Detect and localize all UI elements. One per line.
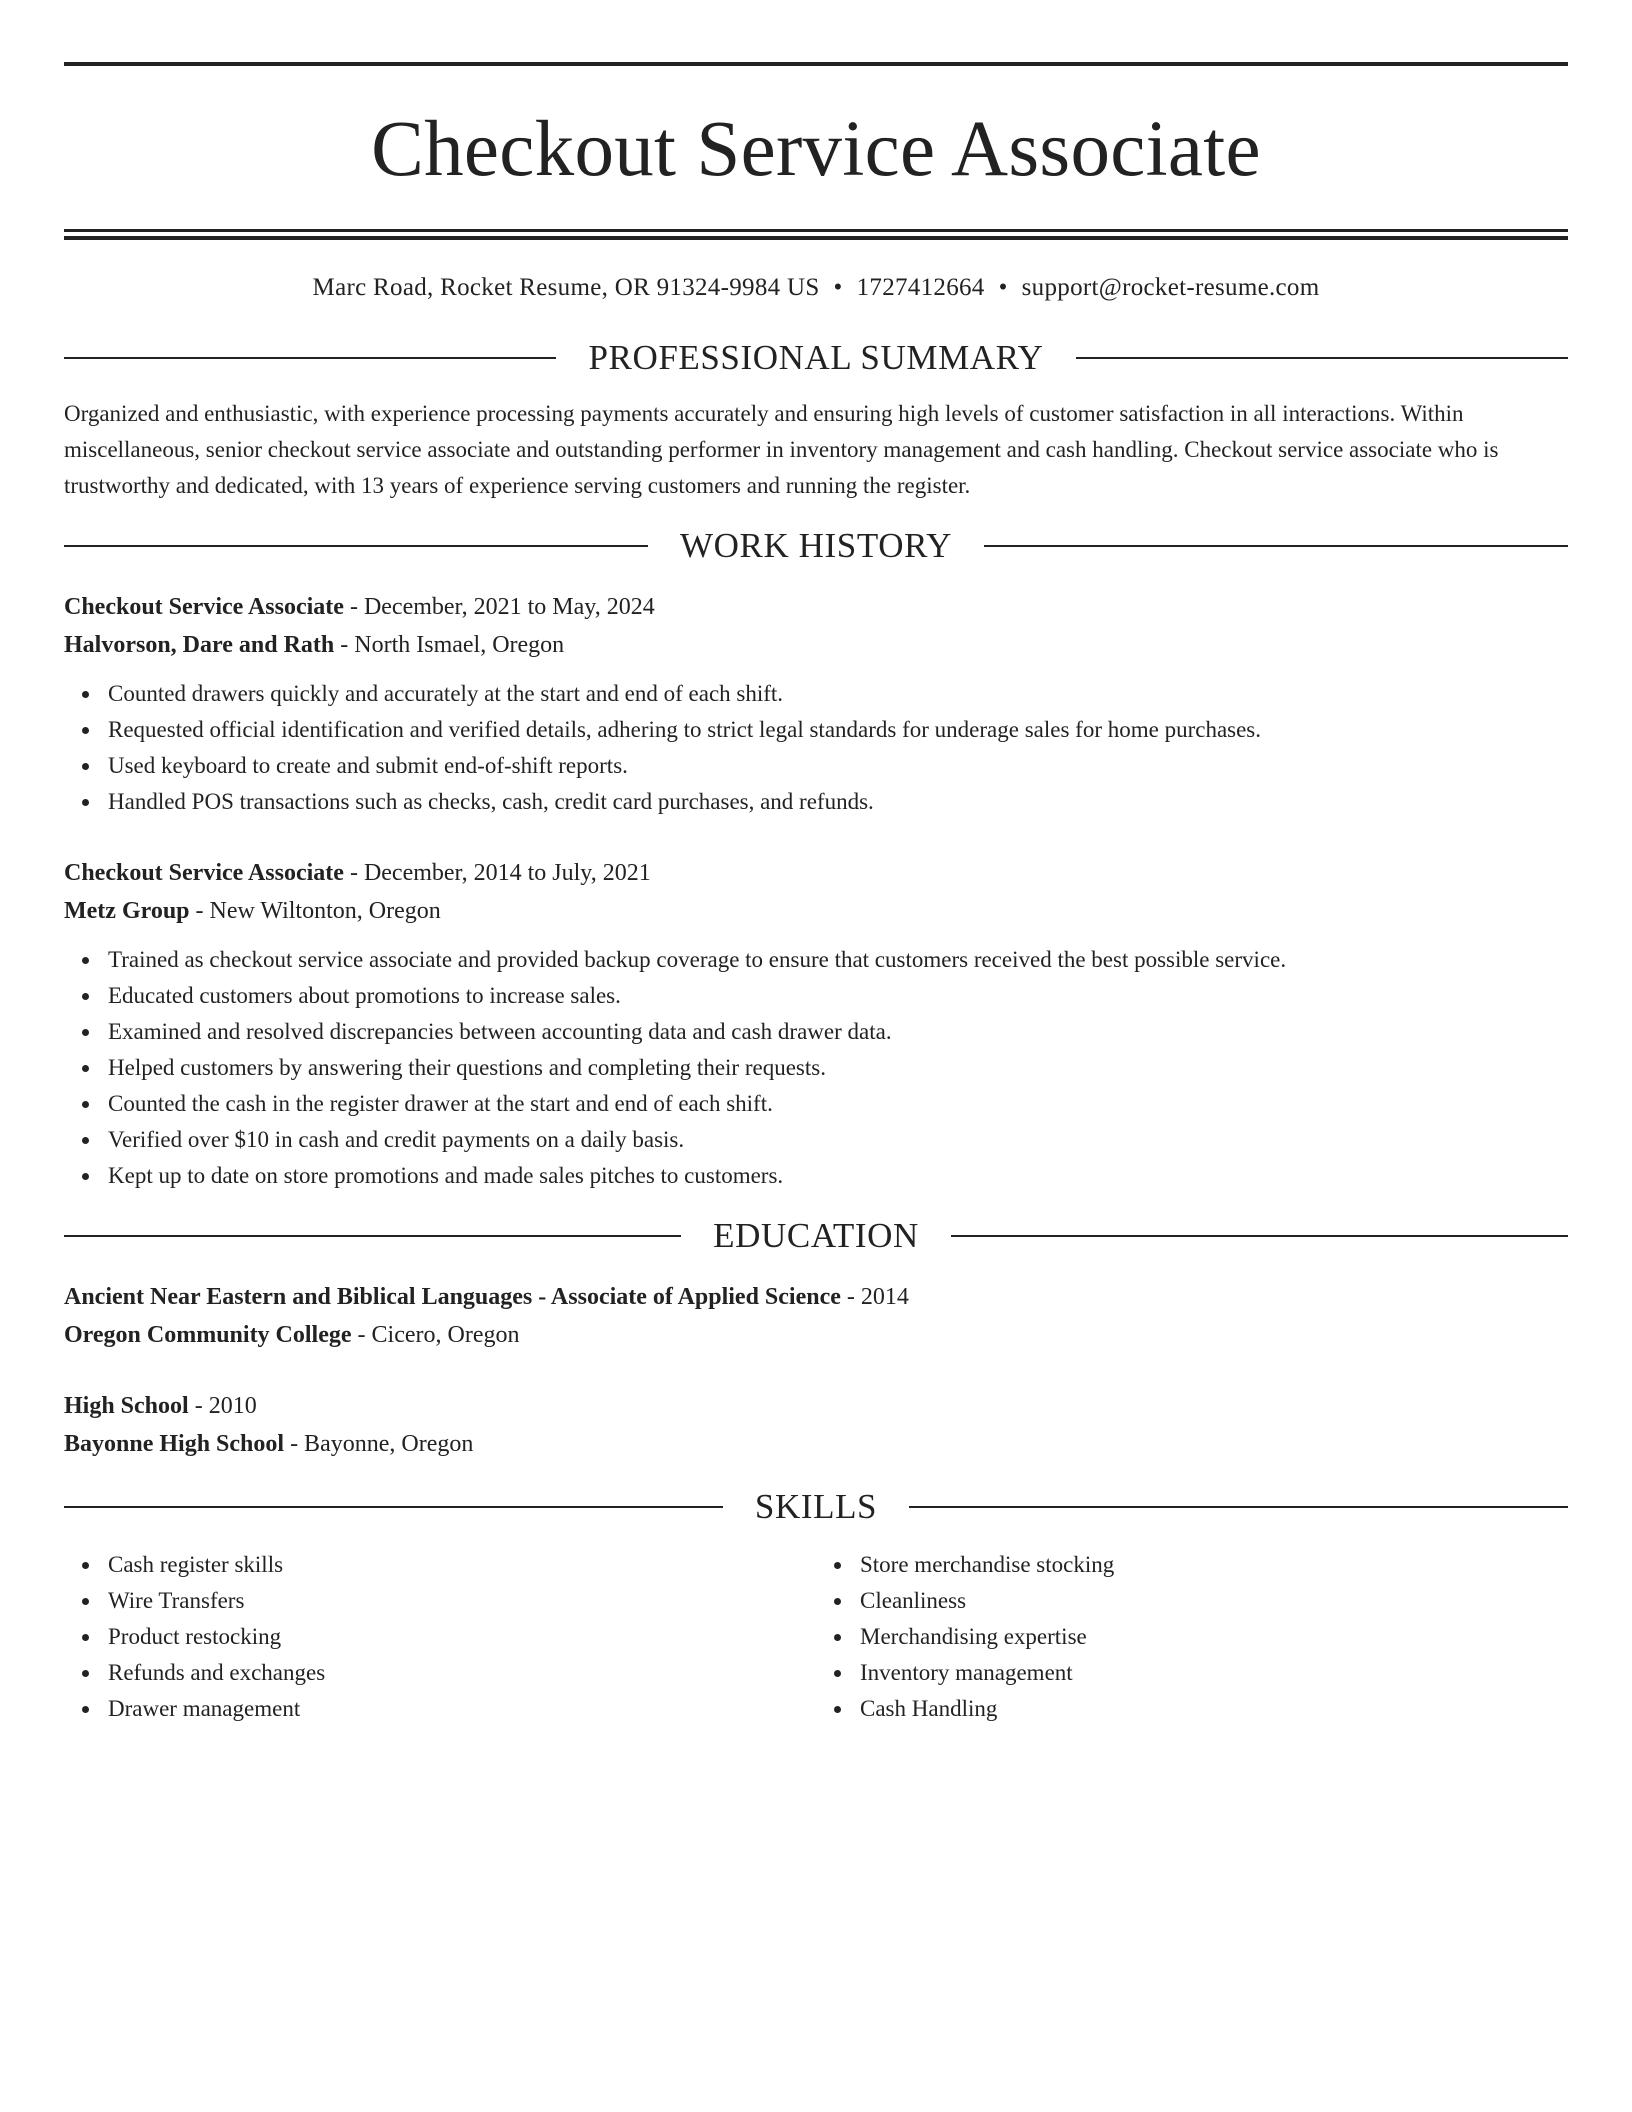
job-title-line [64,588,1568,626]
contact-phone: 1727412664 [856,274,985,301]
education-school-line [64,1316,1568,1354]
education-location: - Cicero, Oregon [351,1322,520,1348]
heading-rule [64,357,556,359]
education-year: - 2010 [188,1393,257,1419]
skill-item: Store merchandise stocking [860,1547,1568,1583]
education-location: - Bayonne, Oregon [284,1431,474,1457]
education-degree-line [64,1278,1568,1316]
heading-rule [64,1235,681,1237]
heading-rule [64,1506,723,1508]
skill-item: Drawer management [108,1691,816,1727]
job-company: Metz Group [64,898,190,924]
job-dates: - December, 2021 to May, 2024 [343,594,655,620]
skills-column-right [816,1547,1568,1727]
skills-column-left [64,1547,816,1727]
section-heading-summary [64,336,1568,380]
skill-item: Merchandising expertise [860,1619,1568,1655]
job-location: - North Ismael, Oregon [334,632,565,658]
contact-address: Marc Road, Rocket Resume, OR 91324-9984 US [312,274,820,301]
skill-item: Cash Handling [860,1691,1568,1727]
education-year: - 2014 [840,1284,909,1310]
education-degree: High School [64,1393,189,1419]
job-bullet: Helped customers by answering their questions and completing their requests. [108,1050,1568,1086]
job-title: Checkout Service Associate [64,594,344,620]
section-heading-skills [64,1485,1568,1529]
heading-rule [64,545,648,547]
job-company-line [64,626,1568,664]
job-bullet: Verified over $10 in cash and credit payments on a daily basis. [108,1122,1568,1158]
heading-rule [984,545,1568,547]
education-entry [64,1278,1568,1354]
job-entry [64,588,1568,820]
top-rule [64,62,1568,66]
skill-item: Refunds and exchanges [108,1655,816,1691]
title-double-rule [64,229,1568,240]
job-title: Checkout Service Associate [64,860,344,886]
job-title-line [64,854,1568,892]
job-bullet: Trained as checkout service associate and provided backup coverage to ensure that customers received the best possible service. [108,942,1568,978]
contact-email: support@rocket-resume.com [1021,274,1320,301]
job-entry [64,854,1568,1194]
job-company-line [64,892,1568,930]
job-bullet: Examined and resolved discrepancies between accounting data and cash drawer data. [108,1014,1568,1050]
job-bullets [64,676,1568,820]
job-bullet: Counted drawers quickly and accurately at the start and end of each shift. [108,676,1568,712]
job-location: - New Wiltonton, Oregon [189,898,441,924]
job-bullet: Educated customers about promotions to increase sales. [108,978,1568,1014]
job-bullet: Handled POS transactions such as checks, cash, credit card purchases, and refunds. [108,784,1568,820]
resume-title: Checkout Service Associate [371,106,1261,193]
section-heading-education [64,1214,1568,1258]
job-dates: - December, 2014 to July, 2021 [343,860,651,886]
contact-separator: • [998,274,1008,301]
job-bullet: Counted the cash in the register drawer at the start and end of each shift. [108,1086,1568,1122]
education-degree-line [64,1387,1568,1425]
education-school: Bayonne High School [64,1431,285,1457]
skill-item: Inventory management [860,1655,1568,1691]
skill-item: Cash register skills [108,1547,816,1583]
contact-separator: • [833,274,843,301]
skills-grid [64,1547,1568,1727]
skill-item: Wire Transfers [108,1583,816,1619]
education-school: Oregon Community College [64,1322,352,1348]
job-bullets [64,942,1568,1194]
heading-rule [951,1235,1568,1237]
section-title: SKILLS [754,1487,878,1526]
section-title: PROFESSIONAL SUMMARY [588,338,1044,377]
job-bullet: Requested official identification and verified details, adhering to strict legal standards for underage sales for home purchases. [108,712,1568,748]
section-title: EDUCATION [713,1216,919,1255]
section-heading-work [64,524,1568,568]
heading-rule [909,1506,1568,1508]
job-company: Halvorson, Dare and Rath [64,632,335,658]
job-bullet: Kept up to date on store promotions and made sales pitches to customers. [108,1158,1568,1194]
education-school-line [64,1425,1568,1463]
summary-text: Organized and enthusiastic, with experience processing payments accurately and ensuring high levels of customer satisfaction in all interactions. Within miscellaneous, senior checkout service associate and outstanding performer in inventory management and cash handling. Checkout service associate who is trustworthy and dedicated, with 13 years of experience serving customers and running the register. [64,401,1499,498]
education-degree: Ancient Near Eastern and Biblical Languages - Associate of Applied Science [64,1284,841,1310]
education-entry [64,1387,1568,1463]
skill-item: Product restocking [108,1619,816,1655]
contact-line [64,274,1568,302]
heading-rule [1076,357,1568,359]
job-bullet: Used keyboard to create and submit end-of-shift reports. [108,748,1568,784]
skill-item: Cleanliness [860,1583,1568,1619]
section-title: WORK HISTORY [680,526,952,565]
